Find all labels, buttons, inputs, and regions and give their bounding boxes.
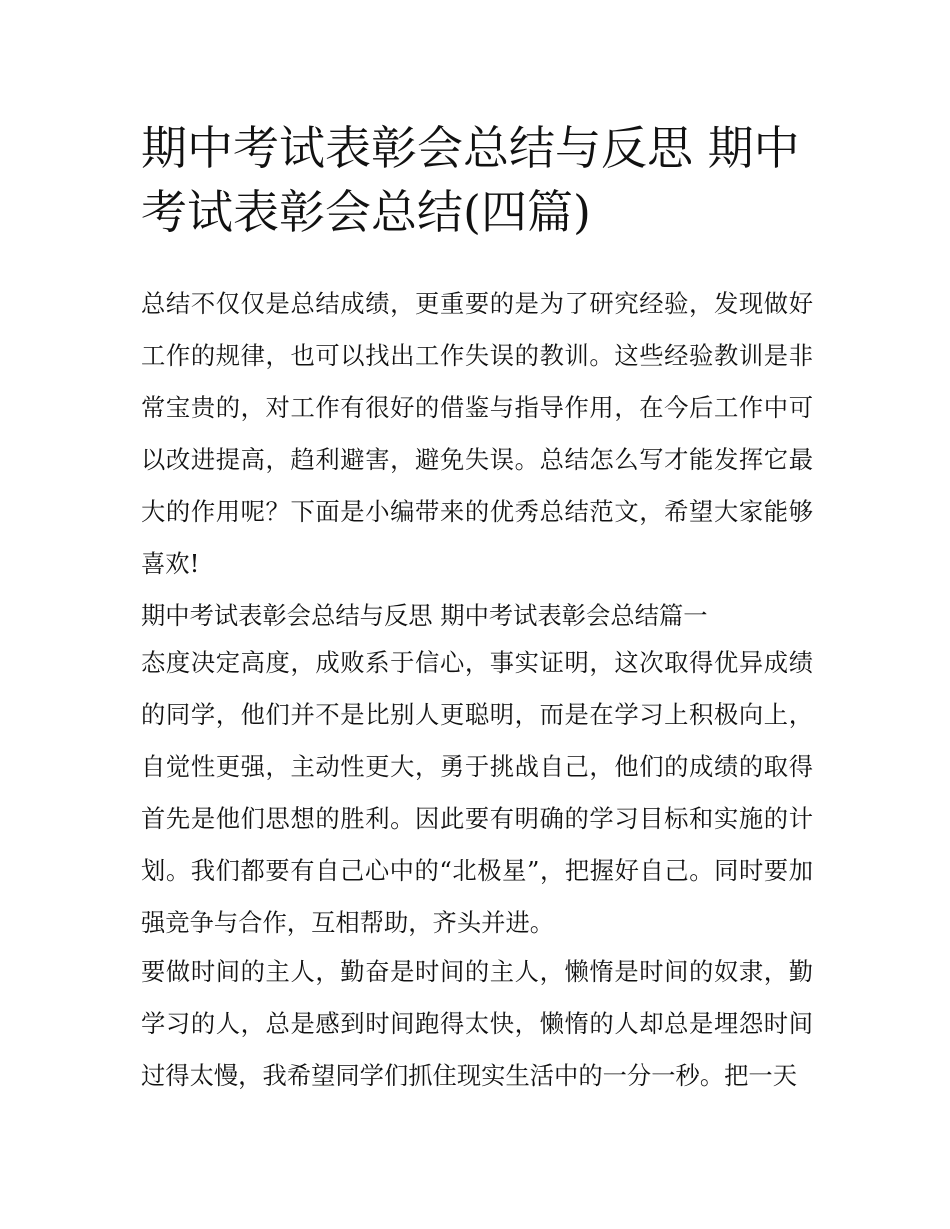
document-title: 期中考试表彰会总结与反思 期中考试表彰会总结(四篇) bbox=[141, 121, 800, 239]
body-paragraph: 态度决定高度，成败系于信心，事实证明，这次取得优异成绩的同学，他们并不是比别人更聪明，而是在学习上积极向上，自觉性更强，主动性更大，勇于挑战自己，他们的成绩的取得首先是他们思想的胜利。因此要有明确的学习目标和实施的计划。我们都要有自己心中的“北极星”，把握好自己。同时要加强竞争与合作，互相帮助，齐头并进。 bbox=[141, 648, 813, 937]
section-heading: 期中考试表彰会总结与反思 期中考试表彰会总结篇一 bbox=[141, 601, 708, 630]
body-paragraph: 要做时间的主人，勤奋是时间的主人，懒惰是时间的奴隶，勤学习的人，总是感到时间跑得太快，懒惰的人却总是埋怨时间过得太慢，我希望同学们抓住现实生活中的一分一秒。把一天 bbox=[141, 957, 813, 1090]
intro-paragraph: 总结不仅仅是总结成绩，更重要的是为了研究经验，发现做好工作的规律，也可以找出工作失误的教训。这些经验教训是非常宝贵的，对工作有很好的借鉴与指导作用，在今后工作中可以改进提高，趋利避害，避免失误。总结怎么写才能发挥它最大的作用呢？下面是小编带来的优秀总结范文，希望大家能够喜欢! bbox=[141, 289, 813, 578]
